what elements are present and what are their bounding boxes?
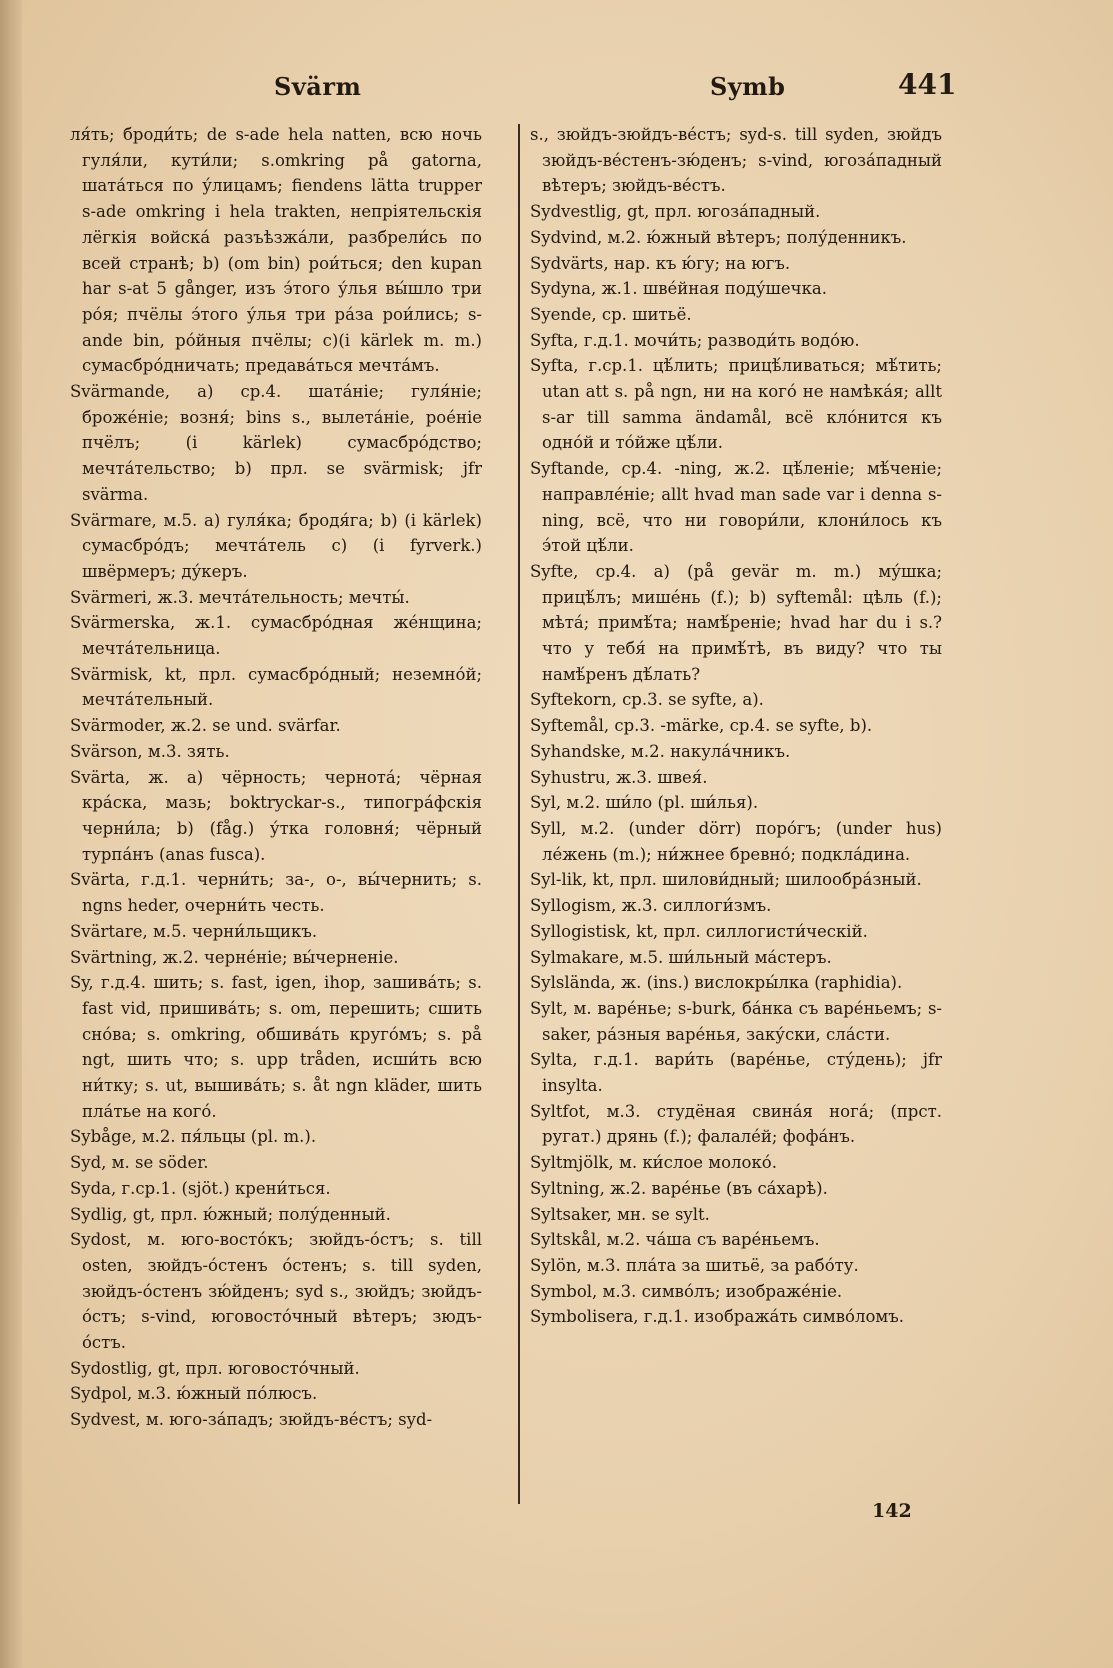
- signature-mark: 142: [872, 1500, 912, 1522]
- dictionary-entry: ля́ть; броди́ть; de s-ade hela natten, всю ночь гуля́ли, кути́ли; s.omkring på gatorna, шата́ться по у́лицамъ; fiendens lätta trupper s-ade omkring i hela trakten, непріятельскія лёгкія войска́ разъѣзжа́ли, разбрели́сь по всей странѣ; b) (om bin) рои́ться; den kupan har s-at 5 gånger, изъ э́того у́лья вы́шло три ро́я; пчёлы э́того у́лья три ра́за рои́лись; s-ande bin, ро́йныя пчёлы; c)(i kärlek m. m.) сумасбро́дничать; предава́ться мечта́мъ.: [70, 125, 482, 376]
- dictionary-entry: Syl-lik, kt, прл. шилови́дный; шилообра́зный.: [530, 870, 922, 890]
- page-header: [0, 68, 1113, 108]
- dictionary-entry: Sylt, м. варе́нье; s-burk, ба́нка съ варе́ньемъ; s-saker, ра́зныя варе́нья, заку́ски, сла́сти.: [530, 998, 942, 1044]
- right-guide-word: Symb: [710, 72, 786, 101]
- dictionary-entry: Syfte, ср.4. a) (på gevär m. m.) му́шка; прицѣ́лъ; мишéнь (f.); b) syftemål: цѣль (f.); мѣта́; примѣ́та; намѣ́реніе; hvad har du i s.? что у тебя́ на примѣ́тѣ, въ виду? что ты намѣ́ренъ дѣ́лать?: [530, 561, 942, 684]
- dictionary-entry: Svärta, г.д.1. черни́ть; за-, о-, вы́чернить; s. ngns heder, очерни́ть честь.: [70, 870, 482, 916]
- dictionary-entry: s., зюйдъ-зюйдъ-ве́стъ; syd-s. till syden, зюйдъ зюйдъ-ве́стенъ-зю́денъ; s-vind, югоза́падный вѣтеръ; зюйдъ-ве́стъ.: [530, 125, 942, 196]
- dictionary-entry: Sydyna, ж.1. шве́йная поду́шечка.: [530, 279, 827, 299]
- dictionary-entry: Syftekorn, ср.3. se syfte, a).: [530, 690, 764, 710]
- dictionary-entry: Svärmare, м.5. a) гуля́ка; бродя́га; b) (i kärlek) сумасбро́дъ; мечта́тель c) (i fyrverk.) швёрмеръ; ду́керъ.: [70, 510, 482, 581]
- dictionary-entry: Sydostlig, gt, прл. юговосто́чный.: [70, 1358, 360, 1378]
- dictionary-entry: Sydlig, gt, прл. ю́жный; полу́денный.: [70, 1204, 391, 1224]
- dictionary-entry: Sydost, м. юго-восто́къ; зюйдъ-о́стъ; s. till osten, зюйдъ-о́стенъ о́стенъ; s. till syden, зюйдъ-о́стенъ зю́йденъ; syd s., зюйдъ; зюйдъ-о́стъ; s-vind, юговосто́чный вѣтеръ; зюдъ-о́стъ.: [70, 1230, 482, 1353]
- dictionary-entry: Symbolisera, г.д.1. изобража́ть симво́ломъ.: [530, 1307, 904, 1327]
- page-gutter: [0, 0, 22, 1668]
- dictionary-entry: Svärta, ж. a) чёрность; чернота́; чёрная кра́ска, мазь; boktryckar-s., типогра́фскія черни́ла; b) (fåg.) у́тка головня́; чёрный турпа́нъ (anas fusca).: [70, 767, 482, 864]
- dictionary-entry: Svärmoder, ж.2. se und. svärfar.: [70, 716, 341, 736]
- dictionary-entry: Syltfot, м.3. студёная свина́я нога́; (прст. ругат.) дрянь (f.); фалале́й; фофа́нъ.: [530, 1101, 942, 1147]
- dictionary-entry: Svärtare, м.5. черни́льщикъ.: [70, 921, 318, 941]
- dictionary-entry: Symbol, м.3. симво́лъ; изображе́ніе.: [530, 1281, 843, 1301]
- dictionary-entry: Sylslända, ж. (ins.) вислокры́лка (raphidia).: [530, 973, 903, 993]
- dictionary-entry: Syende, ср. шитьё.: [530, 304, 692, 324]
- dictionary-entry: Syllogism, ж.3. силлоги́змъ.: [530, 896, 772, 916]
- dictionary-entry: Svärmisk, kt, прл. сумасбро́дный; неземно́й; мечта́тельный.: [70, 664, 482, 710]
- dictionary-entry: Sydvest, м. юго-за́падъ; зюйдъ-ве́стъ; syd-: [70, 1410, 433, 1430]
- dictionary-entry: Sydvind, м.2. ю́жный вѣтеръ; полу́денникъ.: [530, 227, 907, 247]
- dictionary-entry: Sylmakare, м.5. ши́льный ма́стеръ.: [530, 947, 832, 967]
- dictionary-entry: Syfta, г.ср.1. цѣ́лить; прицѣ́ливаться; мѣ́тить; utan att s. på ngn, ни на кого́ не намѣка́я; allt s-ar till samma ändamål, всё кло́нится къ одно́й и то́йже цѣ́ли.: [530, 356, 942, 453]
- dictionary-entry: Sydvärts, нар. къ ю́гу; на югъ.: [530, 253, 791, 273]
- dictionary-entry: Syftemål, ср.3. -märke, ср.4. se syfte, b).: [530, 716, 873, 736]
- dictionary-entry: Svärson, м.3. зять.: [70, 741, 230, 761]
- page-number: 441: [898, 68, 957, 101]
- dictionary-entry: Syltsaker, мн. se sylt.: [530, 1204, 710, 1224]
- left-column: [70, 122, 482, 1433]
- dictionary-entry: Sylta, г.д.1. вари́ть (варе́нье, сту́день); jfr insylta.: [530, 1050, 942, 1096]
- dictionary-entry: Syltskål, м.2. ча́ша съ варе́ньемъ.: [530, 1230, 820, 1250]
- dictionary-entry: Sydpol, м.3. ю́жный по́люсъ.: [70, 1384, 318, 1404]
- dictionary-entry: Syllogistisk, kt, прл. силлогисти́ческій.: [530, 921, 868, 941]
- dictionary-entry: Syftande, ср.4. -ning, ж.2. цѣ́леніе; мѣ́ченіе; направле́ніе; allt hvad man sade var i denna s-ning, всё, что ни говори́ли, клони́лось къ э́той цѣ́ли.: [530, 459, 942, 556]
- dictionary-entry: Syd, м. se söder.: [70, 1153, 209, 1173]
- dictionary-entry: Svärmande, a) ср.4. шата́ніе; гуля́ніе; броже́ніе; возня́; bins s., вылета́ніе, рое́ніе пчёлъ; (i kärlek) сумасбро́дство; мечта́тельство; b) прл. se svärmisk; jfr svärma.: [70, 382, 482, 504]
- dictionary-entry: Syltmjölk, м. ки́слое молоко́.: [530, 1153, 777, 1173]
- dictionary-entry: Syhustru, ж.3. швея́.: [530, 767, 708, 787]
- dictionary-entry: Syl, м.2. ши́ло (pl. ши́лья).: [530, 793, 759, 813]
- dictionary-entry: Sylön, м.3. пла́та за шитьё, за рабо́ту.: [530, 1255, 859, 1275]
- dictionary-entry: Syda, г.ср.1. (sjöt.) крени́ться.: [70, 1178, 331, 1198]
- dictionary-entry: Sydvestlig, gt, прл. югоза́падный.: [530, 202, 821, 222]
- column-divider: [518, 124, 520, 1504]
- dictionary-entry: Syhandske, м.2. накула́чникъ.: [530, 741, 791, 761]
- dictionary-entry: Syltning, ж.2. варе́нье (въ са́харѣ).: [530, 1178, 828, 1198]
- dictionary-entry: Sy, г.д.4. шить; s. fast, igen, ihop, зашива́ть; s. fast vid, пришива́ть; s. om, перешить; сшить сно́ва; s. omkring, обшива́ть круго́мъ; s. på ngt, шить что; s. upp tråden, исши́ть всю ни́тку; s. ut, вышива́ть; s. åt ngn kläder, шить пла́тье на кого́.: [70, 973, 482, 1121]
- left-guide-word: Svärm: [274, 72, 362, 101]
- dictionary-entry: Sybåge, м.2. пя́льцы (pl. m.).: [70, 1127, 317, 1147]
- right-column: [530, 122, 942, 1330]
- dictionary-entry: Syfta, г.д.1. мочи́ть; разводи́ть водо́ю.: [530, 330, 860, 350]
- dictionary-entry: Svärmeri, ж.3. мечта́тельность; мечты́.: [70, 587, 410, 607]
- dictionary-entry: Syll, м.2. (under dörr) поро́гъ; (under hus) ле́жень (m.); ни́жнее бревно́; подкла́дина.: [530, 818, 942, 864]
- dictionary-entry: Svärtning, ж.2. черне́ніе; вы́черненіе.: [70, 947, 399, 967]
- dictionary-entry: Svärmerska, ж.1. сумасбро́дная же́нщина; мечта́тельница.: [70, 613, 482, 659]
